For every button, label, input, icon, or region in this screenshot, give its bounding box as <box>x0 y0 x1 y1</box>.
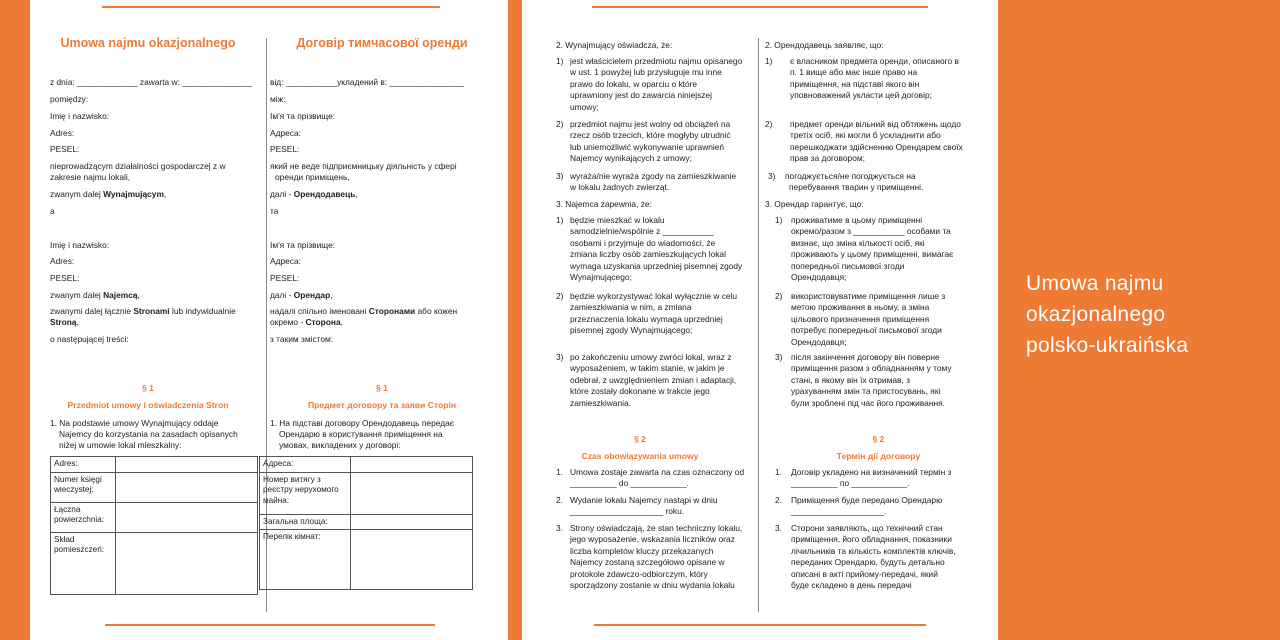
list-number: 3) <box>556 352 564 362</box>
document-page-right <box>522 0 998 640</box>
bottom-rule <box>105 624 435 626</box>
date-line: z dnia: _____________ zawarta w: _______________ <box>50 77 253 87</box>
list-item: jest właścicielem przedmiotu najmu opisanego w ust. 1 powyżej lub przysługuje mu inne prawo do lokalu, w oparciu o które uprawniony jest do zawarcia niniejszej umowy; <box>570 56 743 112</box>
business-note-2: zakresie najmu lokali, <box>50 172 131 182</box>
between-label: pomiędzy: <box>50 94 89 104</box>
list-number: 1) <box>556 215 564 225</box>
section-2-number: § 2 <box>872 434 885 444</box>
parties-definition: надалі спільно іменовані Сторонами або кожен <box>270 306 458 316</box>
address-label-2: Adres: <box>50 256 75 266</box>
caption <box>1026 268 1188 361</box>
address-label: Adres: <box>50 128 75 138</box>
clause-3-heading: 3. Najemca zapewnia, że: <box>556 199 652 209</box>
clause-1-line-2: Орендарю в користування приміщення на <box>279 429 443 439</box>
section-2-number: § 2 <box>634 434 646 444</box>
list-item: przedmiot najmu jest wolny od obciążeń na rzecz osób trzecich, które mogłyby utrudnić lub uniemożliwić wykonywanie uprawnień Najemcy wynikających z umowy; <box>570 119 731 164</box>
table-cell-label: Adres: <box>51 457 116 473</box>
list-number: 3) <box>768 171 776 181</box>
list-item: проживатиме в цьому приміщенні окремо/разом з ___________ особами та визнає, що зміна кількості осіб, які проживають у цьому приміщенні, вимагає попередньої письмової згоди Орендодавця; <box>791 215 954 283</box>
list-number: 2) <box>556 119 564 129</box>
list-item: Wydanie lokalu Najemcy nastąpi w dniu ____________________ roku. <box>570 495 718 517</box>
list-number: 1. <box>775 467 782 477</box>
section-1-number: § 1 <box>142 383 154 393</box>
list-number: 2) <box>765 119 773 129</box>
table-cell-value[interactable] <box>116 457 258 473</box>
tenant-definition: далі - Орендар, <box>270 290 333 300</box>
table-cell-value[interactable] <box>351 457 473 473</box>
table-cell-label: Skład pomieszczeń: <box>51 532 116 594</box>
bottom-rule <box>594 624 926 626</box>
clause-2-heading: 2. Wynajmujący oświadcza, że: <box>556 40 673 50</box>
section-2-title: Термін дії договору <box>836 451 921 461</box>
list-item: będzie mieszkać w lokalu samodzielnie/wspólnie z ___________ osobami i przyjmuje do wiadomości, że zmiana liczby osób zamieszkujących lokal wymaga uzyskania uprzedniej pisemnej zgody Wynajmującego; <box>570 215 743 283</box>
clause-3-heading: 3. Орендар гарантує, що: <box>765 199 864 209</box>
clause-2-heading: 2. Орендодавець заявляє, що: <box>765 40 884 50</box>
list-item: предмет оренди вільний від обтяжень щодо третіх осіб, які могли б ускладнити або перешкоджати здійсненню Орендарем своїх прав за договором; <box>790 119 963 164</box>
pesel-label-2: PESEL: <box>50 273 80 283</box>
document-title-pl: Umowa najmu okazjonalnego <box>60 36 236 50</box>
premises-table <box>259 456 473 590</box>
pesel-label: PESEL: <box>50 144 80 154</box>
and-label: та <box>270 206 279 216</box>
premises-table <box>50 456 258 595</box>
and-label: a <box>50 206 55 216</box>
list-item: wyraża/nie wyraża zgody na zamieszkiwanie w lokalu żadnych zwierząt. <box>570 171 737 193</box>
address-label: Адреса: <box>270 128 301 138</box>
list-item: використовуватиме приміщення лише з метою проживання в ньому, а зміна цільового призначення приміщення потребує попередньої письмової згоди Орендодавця; <box>791 291 946 347</box>
business-note-2: оренди приміщень, <box>275 172 350 182</box>
list-number: 1) <box>556 56 564 66</box>
list-item: є власником предмета оренди, описаного в п. 1 вище або має інше право на приміщення, на підставі якого він уповноважений укласти цей договір; <box>790 56 959 101</box>
list-number: 2. <box>556 495 563 505</box>
list-number: 3) <box>556 171 564 181</box>
tenant-definition: zwanym dalej Najemcą, <box>50 290 140 300</box>
name-label: Ім'я та прізвище: <box>270 111 336 121</box>
document-title-ua: Договір тимчасової оренди <box>296 36 468 50</box>
list-number: 2. <box>775 495 782 505</box>
list-item: Strony oświadczają, że stan techniczny lokalu, jego wyposażenie, wskazania liczników oraz liczba kompletów kluczy przekazanych Najemcy zostaną szczegółowo opisane w protokole zdawczo-odbiorczym, który sporządzony zostanie w dniu wydania lokalu <box>570 523 743 591</box>
business-note: nieprowadzącym działalności gospodarczej z w <box>50 161 226 171</box>
caption-line-3: polsko-ukraińska <box>1026 334 1189 357</box>
list-number: 3) <box>775 352 783 362</box>
list-item: Сторони заявляють, що технічний стан приміщення, його обладнання, показники лічильників та кількість комплектів ключів, переданих Орендарю, будуть детально описані в акті прийому-передачі, який буде складено в день передачі <box>791 523 956 591</box>
list-item: Приміщення буде передано Орендарю ____________________. <box>791 495 943 517</box>
between-label: між: <box>270 94 286 104</box>
name-label-2: Ім'я та прізвище: <box>270 240 336 250</box>
section-2-title: Czas obowiązywania umowy <box>581 451 699 461</box>
section-1-title: Предмет договору та заяви Сторін <box>307 400 457 410</box>
table-cell-label: Łączna powierzchnia: <box>51 502 116 532</box>
column-divider <box>758 38 759 612</box>
clause-1-line-3: умовах, викладених у договорі: <box>279 440 401 450</box>
list-item: będzie wykorzystywać lokal wyłącznie w celu zamieszkiwania w nim, a zmiana przeznaczenia lokalu wymaga uprzedniej pisemnej zgody Wynajmującego; <box>570 291 738 336</box>
address-label-2: Адреса: <box>270 256 301 266</box>
table-cell-value[interactable] <box>116 472 258 502</box>
business-note: який не веде підприємницьку діяльність у сфері <box>270 161 457 171</box>
list-number: 2) <box>775 291 783 301</box>
clause-1-line-1: 1. Na podstawie umowy Wynajmujący oddaje <box>50 418 219 428</box>
caption-line-2: okazjonalnego <box>1026 303 1166 326</box>
pesel-label: PESEL: <box>270 144 300 154</box>
list-number: 1) <box>775 215 783 225</box>
table-cell-value[interactable] <box>351 530 473 590</box>
list-item: після закінчення договору він поверне приміщення разом з обладнанням у тому стані, в якому він їх отримав, з урахуванням змін та пристосувань, які були зроблені під час його проживання. <box>791 352 952 408</box>
table-cell-label: Numer księgi wieczystej: <box>51 472 116 502</box>
table-cell-value[interactable] <box>351 472 473 514</box>
landlord-definition: zwanym dalej Wynajmującym, <box>50 189 167 199</box>
name-label-2: Imię i nazwisko: <box>50 240 110 250</box>
clause-1-line-2: Najemcy do korzystania na zasadach opisanych <box>59 429 238 439</box>
date-line: від: ___________укладений в: ________________ <box>270 77 465 87</box>
parties-definition: zwanymi dalej łącznie Stronami lub indywidualnie <box>50 306 236 316</box>
top-rule <box>102 6 440 8</box>
table-cell-label: Адреса: <box>260 457 351 473</box>
content-intro: з таким змістом: <box>270 334 334 344</box>
table-cell-label: Номер витягу з реєстру нерухомого майна: <box>260 472 351 514</box>
list-number: 1) <box>765 56 773 66</box>
landlord-definition: далі - Орендодавець, <box>270 189 358 199</box>
list-item: Договір укладено на визначений термін з __________ по ____________. <box>791 467 952 489</box>
list-number: 2) <box>556 291 564 301</box>
list-item: Umowa zostaje zawarta na czas oznaczony od __________ do ____________. <box>570 467 745 489</box>
section-1-number: § 1 <box>376 383 388 393</box>
content-intro: o następującej treści: <box>50 334 129 344</box>
table-cell-value[interactable] <box>116 502 258 532</box>
section-1-title: Przedmiot umowy i oświadczenia Stron <box>67 400 229 410</box>
top-rule <box>592 6 928 8</box>
list-item: po zakończeniu umowy zwróci lokal, wraz z wyposażeniem, w takim stanie, w jakim je odebrał, z uwzględnieniem zmian i adaptacji, które zostały dokonane w trakcie jego zamieszkiwania. <box>570 352 737 408</box>
party-definition: окремо - Сторона, <box>270 317 343 327</box>
list-number: 3. <box>775 523 782 533</box>
list-number: 3. <box>556 523 563 533</box>
table-cell-label: Загальна площа: <box>260 514 351 530</box>
table-cell-value[interactable] <box>116 532 258 594</box>
table-cell-value[interactable] <box>351 514 473 530</box>
document-page-left <box>30 0 508 640</box>
caption-line-1: Umowa najmu <box>1026 272 1164 295</box>
clause-1-line-3: niżej w umowie lokal mieszkalny: <box>59 440 182 450</box>
table-cell-label: Перелік кімнат: <box>260 530 351 590</box>
list-number: 1. <box>556 467 563 477</box>
name-label: Imię i nazwisko: <box>50 111 110 121</box>
party-definition: Stroną, <box>50 317 79 327</box>
pesel-label-2: PESEL: <box>270 273 300 283</box>
list-item: погоджується/не погоджується на перебування тварин у приміщенні. <box>785 171 924 193</box>
clause-1-line-1: 1. На підставі договору Орендодавець передає <box>270 418 455 428</box>
